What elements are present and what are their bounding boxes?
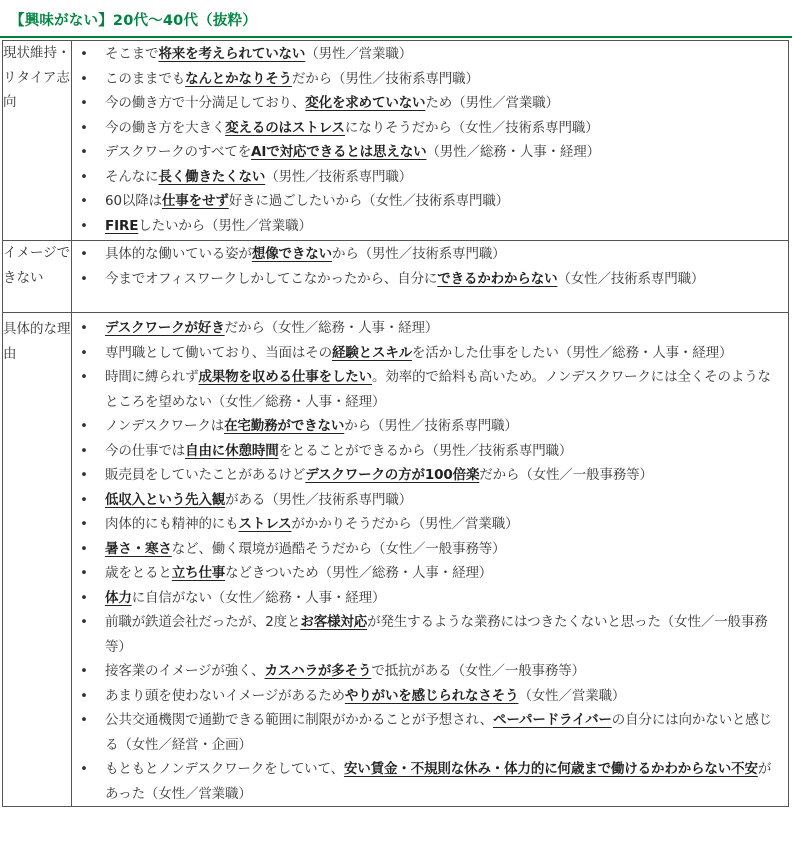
item-text: があった（女性／営業職） xyxy=(105,761,772,802)
emphasis-text: 自由に休憩時間 xyxy=(185,442,279,459)
emphasis-text: AIで対応できるとは思えない xyxy=(251,144,427,160)
emphasis-text: 在宅勤務ができない xyxy=(224,418,345,434)
item-text: に自信がない（女性／総務・人事・経理） xyxy=(131,589,386,606)
item-text: （男性／営業職） xyxy=(305,46,413,62)
item-text: 具体的な働いている姿が xyxy=(105,246,252,262)
item-text: がかかりそうだから（男性／営業職） xyxy=(291,516,519,532)
item-text: もともとノンデスクワークをしていて、 xyxy=(105,761,344,777)
emphasis-text: 将来を考えられていない xyxy=(158,46,306,62)
item-text: から（男性／技術系専門職） xyxy=(331,246,506,262)
item-text: 時間に縛られず xyxy=(105,369,199,385)
list-item xyxy=(72,267,778,292)
item-text: 今の働き方で十分満足しており、 xyxy=(105,95,306,111)
item-text: ノンデスクワークは xyxy=(105,418,225,434)
item-text: 今までオフィスワークしかしてこなかったから、自分に xyxy=(105,270,438,287)
category-cell xyxy=(3,41,72,241)
item-text: 接客業のイメージが強く、 xyxy=(105,663,265,679)
emphasis-text: 変えるのはストレス xyxy=(225,119,345,136)
item-text: そんなに xyxy=(105,168,159,185)
list-item xyxy=(72,512,778,537)
item-text: だから（女性／一般事務等） xyxy=(479,467,653,483)
item-text: 。効率的で給料も高いため。ノンデスクワークには全くそのようなところを望めない（女性／総務・人事・経理） xyxy=(105,369,771,410)
list-item xyxy=(72,659,778,684)
emphasis-text: 経験とスキル xyxy=(331,344,412,361)
emphasis-text: FIRE xyxy=(105,217,139,234)
emphasis-text: 体力 xyxy=(105,589,132,606)
item-text: （女性／営業職） xyxy=(518,687,626,704)
reasons-cell xyxy=(72,241,789,313)
list-item xyxy=(72,316,778,341)
item-text: など、働く環境が過酷そうだから（女性／一般事務等） xyxy=(171,540,506,557)
item-text: 60以降は xyxy=(105,193,162,209)
item-text: あまり頭を使わないイメージがあるため xyxy=(105,687,345,704)
reason-list xyxy=(72,242,788,291)
emphasis-text: 暑さ・寒さ xyxy=(105,540,172,557)
item-text: 公共交通機関で通勤できる範囲に制限がかかることが予想され、 xyxy=(105,712,493,728)
table-row xyxy=(3,41,789,241)
list-item xyxy=(72,365,778,414)
table-row xyxy=(3,241,789,313)
list-item xyxy=(72,561,778,586)
list-item xyxy=(72,91,778,116)
item-text: が発生するような業務にはつきたくないと思った（女性／一般事務等） xyxy=(105,614,768,655)
emphasis-text: やりがいを感じられなさそう xyxy=(344,687,519,704)
category-label: 現状維持・リタイア志向 xyxy=(3,45,71,110)
item-text: （男性／技術系専門職） xyxy=(265,168,413,185)
item-text: だから（女性／総務・人事・経理） xyxy=(224,320,439,336)
item-text: 歳をとると xyxy=(105,565,172,581)
category-cell xyxy=(3,241,72,313)
list-item xyxy=(72,189,778,214)
category-label: イメージできない xyxy=(3,245,71,286)
emphasis-text: 長く働きたくない xyxy=(158,168,266,185)
item-text: （男性／総務・人事・経理） xyxy=(426,144,600,160)
item-text: デスクワークのすべてを xyxy=(105,144,252,160)
emphasis-text: ペーパードライバー xyxy=(492,712,612,728)
list-item xyxy=(72,116,778,141)
reasons-table xyxy=(2,40,789,807)
item-text: ため（男性／営業職） xyxy=(425,95,559,111)
emphasis-text: お客様対応 xyxy=(300,614,368,630)
title-bar xyxy=(0,0,792,38)
category-label: 具体的な理由 xyxy=(3,321,71,362)
item-text: 好きに過ごしたいから（女性／技術系専門職） xyxy=(228,193,510,209)
list-item xyxy=(72,463,778,488)
emphasis-text: デスクワークの方が100倍楽 xyxy=(305,467,480,483)
item-text: で抵抗がある（女性／一般事務等） xyxy=(371,663,585,679)
reasons-cell xyxy=(72,313,789,807)
list-item xyxy=(72,488,778,513)
emphasis-text: できるかわからない xyxy=(437,270,558,287)
item-text: そこまで xyxy=(105,46,159,62)
list-item xyxy=(72,684,778,709)
item-text: 今の仕事では xyxy=(105,442,186,459)
item-text: 今の働き方を大きく xyxy=(105,119,226,136)
emphasis-text: カスハラが多そう xyxy=(264,663,372,679)
page-title: 【興味がない】20代～40代（抜粋） xyxy=(10,13,257,29)
emphasis-text: 安い賃金・不規則な休み・体力的に何歳まで働けるかわからない不安 xyxy=(343,761,758,777)
emphasis-text: 低収入という先入観 xyxy=(105,491,226,508)
emphasis-text: 変化を求めていない xyxy=(305,95,426,111)
list-item xyxy=(72,586,778,611)
list-item xyxy=(72,757,778,806)
item-text: 販売員をしていたことがあるけど xyxy=(105,467,306,483)
item-text: の自分には向かないと感じる（女性／経営・企画） xyxy=(105,712,772,753)
item-text: 前職が鉄道会社だったが、2度と xyxy=(105,614,301,630)
list-item xyxy=(72,708,778,757)
list-item xyxy=(72,214,778,239)
item-text: がある（男性／技術系専門職） xyxy=(225,491,413,508)
item-text: から（男性／技術系専門職） xyxy=(344,418,518,434)
list-item xyxy=(72,439,778,464)
reason-list xyxy=(72,316,788,806)
category-cell xyxy=(3,313,72,807)
list-item xyxy=(72,242,778,267)
reasons-cell xyxy=(72,41,789,241)
emphasis-text: 仕事をせず xyxy=(161,193,229,209)
item-text: このままでも xyxy=(105,70,186,87)
item-text: したいから（男性／営業職） xyxy=(138,217,312,234)
item-text: などきついため（男性／総務・人事・経理） xyxy=(225,565,493,581)
emphasis-text: 成果物を収める仕事をしたい xyxy=(198,369,373,385)
item-text: 肉体的にも精神的にも xyxy=(105,516,239,532)
emphasis-text: 想像できない xyxy=(251,246,332,262)
item-text: になりそうだから（女性／技術系専門職） xyxy=(344,119,599,136)
table-row xyxy=(3,313,789,807)
reason-list xyxy=(72,42,788,238)
item-text: だから（男性／技術系専門職） xyxy=(291,70,479,87)
emphasis-text: ストレス xyxy=(238,516,292,532)
list-item xyxy=(72,414,778,439)
emphasis-text: なんとかなりそう xyxy=(185,70,292,87)
emphasis-text: 立ち仕事 xyxy=(171,565,226,581)
item-text: をとることができるから（男性／技術系専門職） xyxy=(278,442,573,459)
list-item xyxy=(72,42,778,67)
item-text: 専門職として働いており、当面はその xyxy=(105,344,332,361)
item-text: （女性／技術系専門職） xyxy=(557,270,705,287)
list-item xyxy=(72,67,778,92)
list-item xyxy=(72,165,778,190)
list-item xyxy=(72,341,778,366)
list-item xyxy=(72,537,778,562)
list-item xyxy=(72,610,778,659)
list-item xyxy=(72,140,778,165)
emphasis-text: デスクワークが好き xyxy=(105,320,225,336)
item-text: を活かした仕事をしたい（男性／総務・人事・経理） xyxy=(411,344,733,361)
